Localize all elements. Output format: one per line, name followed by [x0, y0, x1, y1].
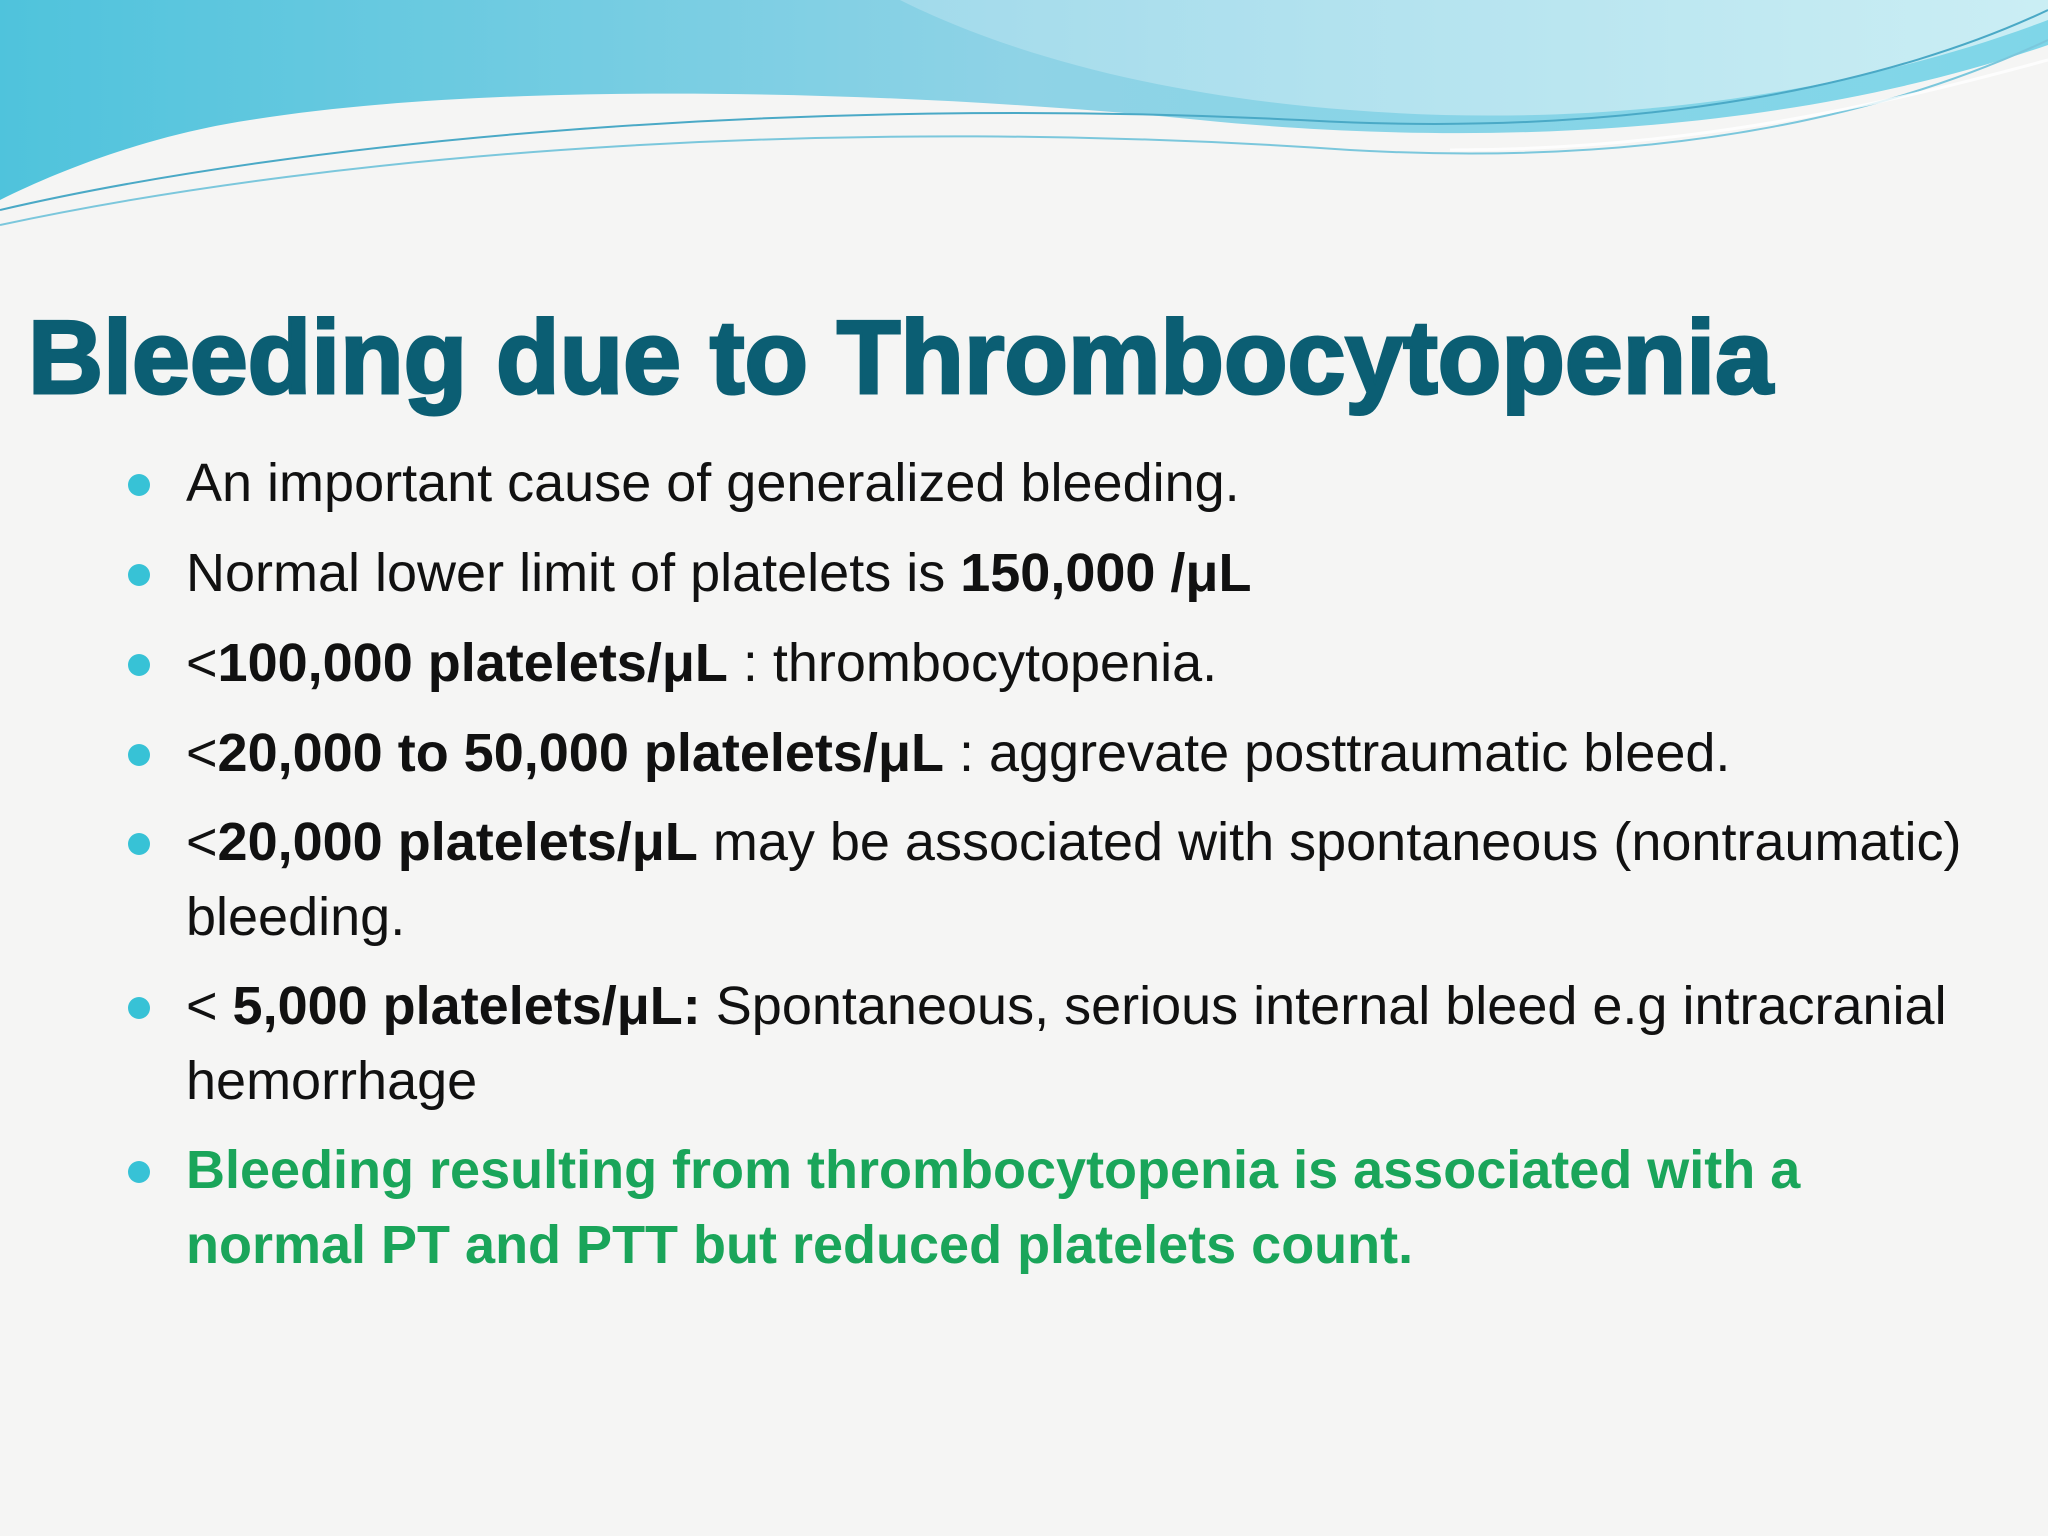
bullet-text: An important cause of generalized bleeding. [186, 453, 1240, 513]
bullet-item [128, 716, 1988, 791]
bullet-dot-icon [128, 564, 150, 586]
bullet-text: may be associated with spontaneous (nontraumatic) bleeding. [186, 812, 1962, 947]
bullet-item [128, 969, 1988, 1119]
bullet-dot-icon [128, 833, 150, 855]
bullet-dot-icon [128, 474, 150, 496]
bullet-item [128, 446, 1988, 521]
bullet-prefix: < [186, 976, 233, 1036]
bullet-dot-icon [128, 654, 150, 676]
bullet-text: : aggrevate posttraumatic bleed. [943, 723, 1731, 783]
bullet-prefix: < [186, 723, 218, 783]
bullet-item-highlight [128, 1133, 1988, 1283]
bullet-bold-value: 5,000 platelets/μL: [232, 976, 701, 1036]
decorative-wave-header [0, 0, 2048, 260]
bullet-bold-value: 20,000 platelets/μL [217, 812, 698, 872]
slide-title-text: Bleeding due to Thrombocytopenia [28, 300, 1773, 416]
bullet-bold-value: 20,000 to 50,000 platelets/μL [217, 723, 944, 783]
bullet-dot-icon [128, 1161, 150, 1183]
bullet-prefix: < [186, 633, 218, 693]
bullet-text: Normal lower limit of platelets is [186, 543, 961, 603]
bullet-prefix: < [186, 812, 218, 872]
bullet-item [128, 536, 1988, 611]
bullet-highlight-text: Bleeding resulting from thrombocytopenia is associated with a normal PT and PTT but reduced platelets count. [186, 1140, 1801, 1275]
slide-title [28, 298, 2028, 418]
bullet-bold-value: 100,000 platelets/μL [217, 633, 728, 693]
bullet-bold-value: 150,000 /μL [960, 543, 1252, 603]
bullet-item [128, 626, 1988, 701]
bullet-list [128, 446, 1988, 1297]
bullet-item [128, 805, 1988, 955]
bullet-text: : thrombocytopenia. [727, 633, 1218, 693]
bullet-text: Spontaneous, serious internal bleed e.g intracranial hemorrhage [186, 976, 1947, 1111]
bullet-dot-icon [128, 744, 150, 766]
bullet-dot-icon [128, 997, 150, 1019]
